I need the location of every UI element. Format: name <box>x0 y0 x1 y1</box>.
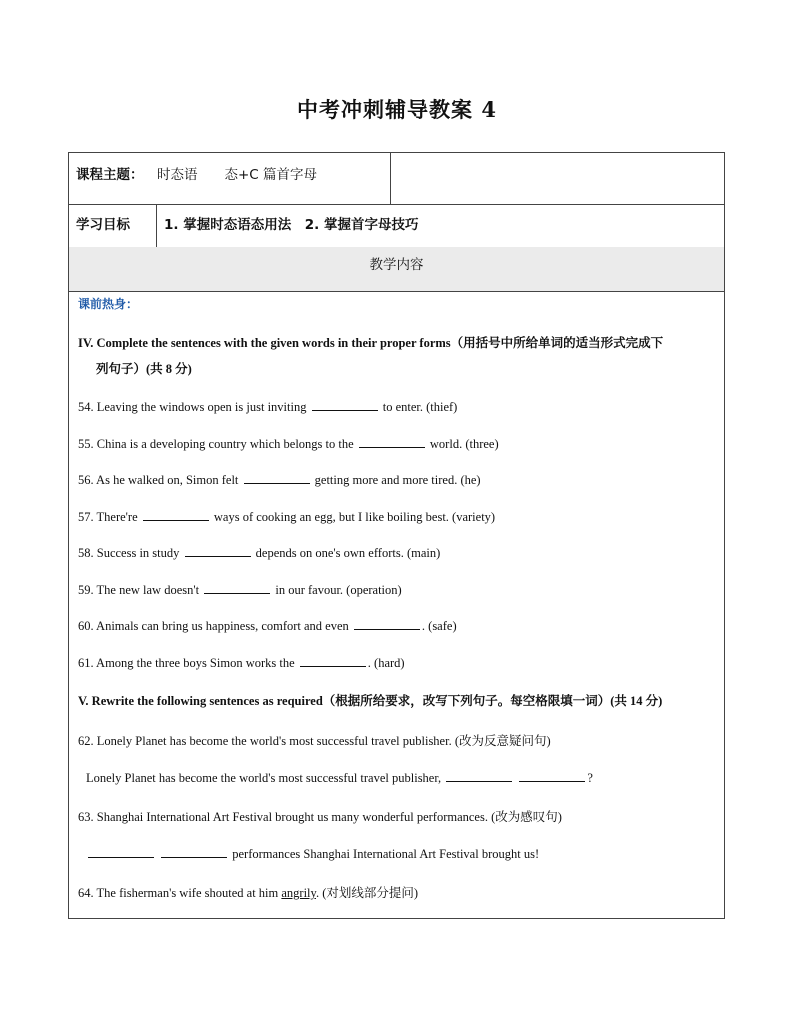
answer-blank[interactable] <box>204 581 270 594</box>
question-hint: in our favour. (operation) <box>275 583 402 597</box>
question-text: 61. Among the three boys Simon works the <box>78 656 295 670</box>
question-text: 57. There're <box>78 510 138 524</box>
question-hint: ways of cooking an egg, but I like boiling best. (variety) <box>213 510 496 524</box>
topic-cell <box>69 153 391 204</box>
question-63: 63. Shanghai International Art Festival brought us many wonderful performances. (改为感叹句) <box>78 810 562 824</box>
question-54 <box>78 398 457 415</box>
answer-blank[interactable] <box>519 769 585 782</box>
question-text: 60. Animals can bring us happiness, comfort and even <box>78 619 349 633</box>
lesson-plan-table <box>68 152 725 919</box>
goal-value: 1. 掌握时态语态用法 2. 掌握首字母技巧 <box>164 217 419 233</box>
question-55 <box>78 435 499 452</box>
question-hint: depends on one's own efforts. (main) <box>255 546 441 560</box>
question-text: 58. Success in study <box>78 546 180 560</box>
answer-blank[interactable] <box>446 769 512 782</box>
answer-blank[interactable] <box>244 471 310 484</box>
question-hint: . (hard) <box>367 656 405 670</box>
answer-62 <box>86 769 593 786</box>
question-text: 54. Leaving the windows open is just inviting <box>78 400 307 414</box>
answer-blank[interactable] <box>88 845 154 858</box>
question-61 <box>78 654 405 671</box>
goal-row <box>69 204 724 248</box>
page-title: 中考冲刺辅导教案 4 <box>297 97 497 122</box>
underlined-word: angrily <box>281 886 316 900</box>
answer-blank[interactable] <box>143 508 209 521</box>
question-56 <box>78 471 481 488</box>
answer-blank[interactable] <box>161 845 227 858</box>
answer-blank[interactable] <box>185 544 251 557</box>
topic-row <box>69 153 724 205</box>
answer-text: Lonely Planet has become the world's most successful travel publisher, <box>86 771 442 785</box>
question-text: 55. China is a developing country which belongs to the <box>78 437 354 451</box>
question-64 <box>78 883 418 901</box>
question-hint: world. (three) <box>429 437 499 451</box>
answer-63 <box>86 845 539 862</box>
question-text: 64. The fisherman's wife shouted at him <box>78 886 279 900</box>
content-heading-row <box>69 247 724 292</box>
question-hint: . (对划线部分提问) <box>315 886 419 900</box>
question-hint: . (safe) <box>421 619 457 633</box>
answer-text: ? <box>587 771 593 785</box>
content-heading: 教学内容 <box>369 257 424 273</box>
topic-value: 时态语 态+C 篇首字母 <box>157 167 318 183</box>
answer-blank[interactable] <box>312 398 378 411</box>
question-text: 56. As he walked on, Simon felt <box>78 473 239 487</box>
section4-instruction-line2: 列句子）(共 8 分) <box>96 362 192 376</box>
question-text: 59. The new law doesn't <box>78 583 200 597</box>
question-hint: to enter. (thief) <box>382 400 458 414</box>
question-hint: getting more and more tired. (he) <box>314 473 481 487</box>
question-60 <box>78 617 457 634</box>
question-62: 62. Lonely Planet has become the world's most successful travel publisher. (改为反意疑问句) <box>78 734 551 748</box>
section4-instruction-line1: IV. Complete the sentences with the given words in their proper forms（用括号中所给单词的适当形式完成下 <box>78 336 664 350</box>
goal-label: 学习目标 <box>76 217 130 233</box>
warmup-label: 课前热身： <box>78 297 139 311</box>
answer-blank[interactable] <box>354 617 420 630</box>
answer-blank[interactable] <box>359 435 425 448</box>
answer-text: performances Shanghai International Art Festival brought us! <box>232 847 540 861</box>
question-57 <box>78 508 495 525</box>
answer-blank[interactable] <box>300 654 366 667</box>
topic-label: 课程主题： <box>76 167 144 183</box>
question-58 <box>78 544 440 561</box>
section5-instruction: V. Rewrite the following sentences as required（根据所给要求，改写下列句子。每空格限填一词）(共 14 分) <box>78 694 663 708</box>
goal-label-cell <box>69 204 157 247</box>
question-59 <box>78 581 402 598</box>
